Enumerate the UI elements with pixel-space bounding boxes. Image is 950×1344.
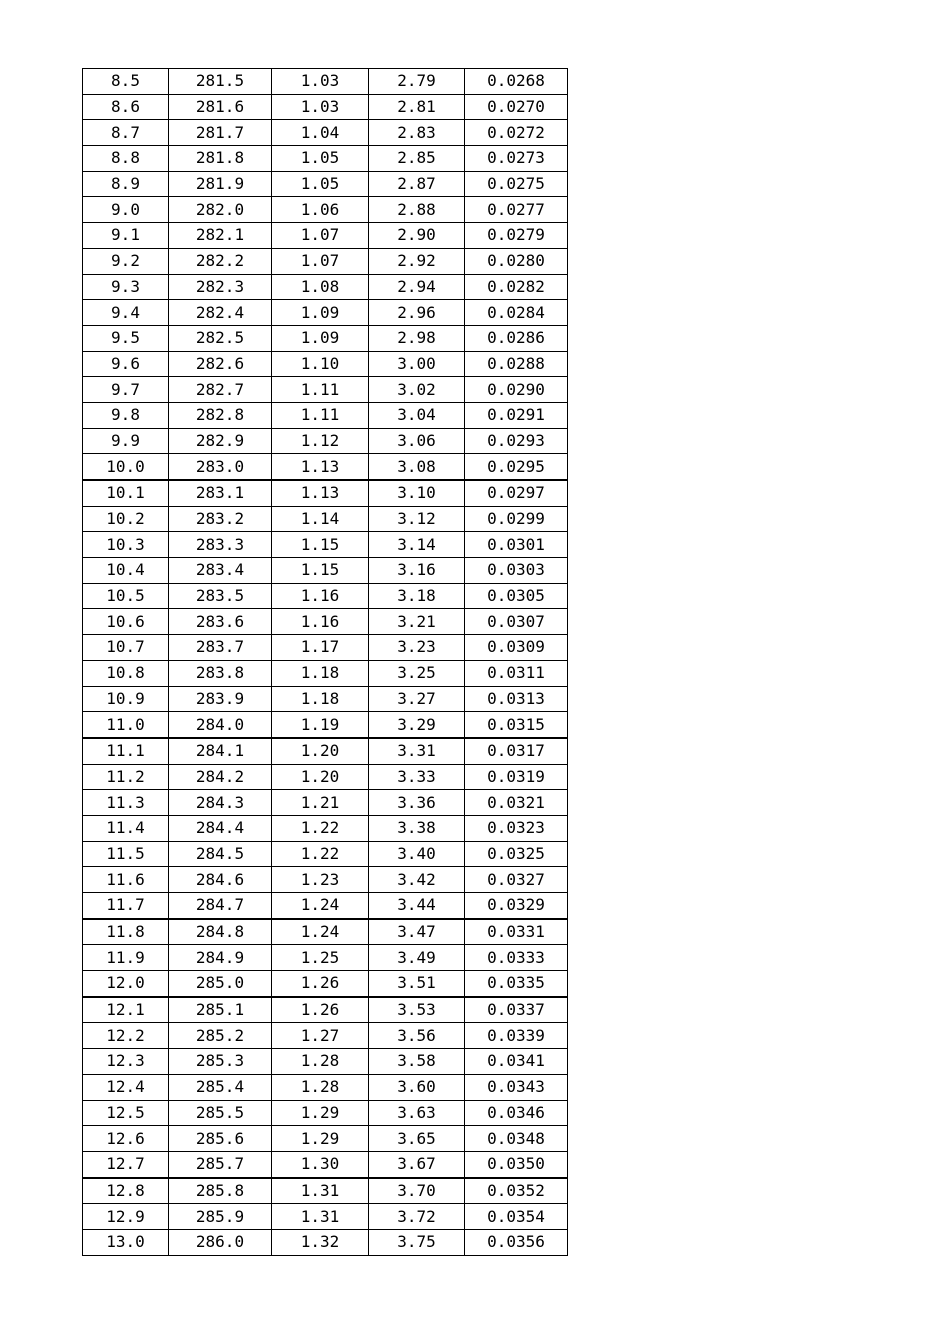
table-cell: 3.23	[369, 635, 465, 661]
table-cell: 0.0350	[465, 1151, 568, 1177]
table-cell: 1.28	[272, 1074, 369, 1100]
table-cell: 9.9	[83, 428, 169, 454]
table-cell: 0.0325	[465, 841, 568, 867]
table-cell: 1.22	[272, 841, 369, 867]
table-cell: 8.7	[83, 120, 169, 146]
table-cell: 9.3	[83, 274, 169, 300]
table-cell: 10.0	[83, 454, 169, 480]
table-cell: 284.1	[169, 738, 272, 764]
table-cell: 285.1	[169, 997, 272, 1023]
table-cell: 1.16	[272, 583, 369, 609]
table-cell: 285.4	[169, 1074, 272, 1100]
table-row	[83, 274, 568, 300]
table-cell: 1.27	[272, 1023, 369, 1049]
table-cell: 0.0348	[465, 1126, 568, 1152]
table-cell: 0.0331	[465, 919, 568, 945]
table-cell: 0.0293	[465, 428, 568, 454]
table-cell: 3.47	[369, 919, 465, 945]
table-cell: 12.7	[83, 1151, 169, 1177]
table-cell: 0.0323	[465, 815, 568, 841]
table-cell: 0.0339	[465, 1023, 568, 1049]
table-cell: 2.92	[369, 248, 465, 274]
table-row	[83, 1204, 568, 1230]
table-cell: 11.7	[83, 893, 169, 919]
table-cell: 285.5	[169, 1100, 272, 1126]
table-cell: 1.22	[272, 815, 369, 841]
table-cell: 12.8	[83, 1178, 169, 1204]
table-cell: 1.16	[272, 609, 369, 635]
table-cell: 284.6	[169, 867, 272, 893]
table-cell: 11.8	[83, 919, 169, 945]
table-row	[83, 454, 568, 480]
table-row	[83, 1126, 568, 1152]
table-cell: 1.19	[272, 712, 369, 738]
table-cell: 284.2	[169, 764, 272, 790]
table-cell: 1.08	[272, 274, 369, 300]
table-cell: 1.31	[272, 1204, 369, 1230]
table-cell: 10.3	[83, 532, 169, 558]
table-cell: 0.0284	[465, 300, 568, 326]
table-cell: 11.3	[83, 790, 169, 816]
table-cell: 3.00	[369, 351, 465, 377]
table-row	[83, 300, 568, 326]
table-cell: 10.1	[83, 480, 169, 506]
table-cell: 12.2	[83, 1023, 169, 1049]
table-cell: 8.5	[83, 69, 169, 95]
table-cell: 0.0307	[465, 609, 568, 635]
table-cell: 0.0301	[465, 532, 568, 558]
table-row	[83, 1100, 568, 1126]
table-cell: 12.9	[83, 1204, 169, 1230]
table-cell: 282.2	[169, 248, 272, 274]
table-cell: 3.04	[369, 402, 465, 428]
table-row	[83, 480, 568, 506]
table-cell: 12.4	[83, 1074, 169, 1100]
table-cell: 0.0321	[465, 790, 568, 816]
table-cell: 0.0352	[465, 1178, 568, 1204]
table-row	[83, 1074, 568, 1100]
table-cell: 3.60	[369, 1074, 465, 1100]
table-cell: 2.81	[369, 94, 465, 120]
table-cell: 3.38	[369, 815, 465, 841]
table-cell: 1.21	[272, 790, 369, 816]
table-cell: 9.1	[83, 223, 169, 249]
table-row	[83, 171, 568, 197]
table-cell: 1.24	[272, 893, 369, 919]
table-cell: 0.0299	[465, 506, 568, 532]
table-cell: 10.7	[83, 635, 169, 661]
table-cell: 12.5	[83, 1100, 169, 1126]
table-cell: 13.0	[83, 1229, 169, 1255]
table-cell: 0.0290	[465, 377, 568, 403]
table-row	[83, 248, 568, 274]
table-cell: 3.63	[369, 1100, 465, 1126]
table-row	[83, 69, 568, 95]
table-cell: 1.26	[272, 971, 369, 997]
table-row	[83, 428, 568, 454]
table-cell: 1.25	[272, 945, 369, 971]
table-row	[83, 686, 568, 712]
table-cell: 1.29	[272, 1100, 369, 1126]
table-cell: 1.12	[272, 428, 369, 454]
table-cell: 3.33	[369, 764, 465, 790]
table-cell: 2.98	[369, 325, 465, 351]
table-cell: 283.9	[169, 686, 272, 712]
table-row	[83, 660, 568, 686]
table-cell: 0.0303	[465, 558, 568, 584]
table-cell: 2.88	[369, 197, 465, 223]
table-cell: 3.51	[369, 971, 465, 997]
table-row	[83, 558, 568, 584]
table-cell: 282.5	[169, 325, 272, 351]
table-row	[83, 893, 568, 919]
table-cell: 8.9	[83, 171, 169, 197]
table-cell: 3.49	[369, 945, 465, 971]
table-cell: 3.16	[369, 558, 465, 584]
table-cell: 0.0315	[465, 712, 568, 738]
table-row	[83, 867, 568, 893]
table-cell: 1.18	[272, 660, 369, 686]
table-cell: 11.1	[83, 738, 169, 764]
table-cell: 0.0305	[465, 583, 568, 609]
table-row	[83, 1023, 568, 1049]
table-cell: 0.0354	[465, 1204, 568, 1230]
table-cell: 10.4	[83, 558, 169, 584]
table-row	[83, 351, 568, 377]
table-cell: 0.0288	[465, 351, 568, 377]
table-row	[83, 738, 568, 764]
table-cell: 3.53	[369, 997, 465, 1023]
table-cell: 3.75	[369, 1229, 465, 1255]
table-cell: 8.6	[83, 94, 169, 120]
table-cell: 0.0309	[465, 635, 568, 661]
table-cell: 284.9	[169, 945, 272, 971]
table-cell: 282.7	[169, 377, 272, 403]
table-cell: 2.83	[369, 120, 465, 146]
table-cell: 12.6	[83, 1126, 169, 1152]
table-cell: 11.9	[83, 945, 169, 971]
table-cell: 1.24	[272, 919, 369, 945]
table-cell: 1.32	[272, 1229, 369, 1255]
table-cell: 283.8	[169, 660, 272, 686]
table-cell: 9.0	[83, 197, 169, 223]
table-row	[83, 402, 568, 428]
table-row	[83, 712, 568, 738]
table-cell: 0.0280	[465, 248, 568, 274]
table-cell: 2.94	[369, 274, 465, 300]
table-cell: 0.0272	[465, 120, 568, 146]
table-row	[83, 325, 568, 351]
table-cell: 285.6	[169, 1126, 272, 1152]
table-cell: 1.10	[272, 351, 369, 377]
table-cell: 10.5	[83, 583, 169, 609]
table-cell: 284.4	[169, 815, 272, 841]
table-cell: 3.29	[369, 712, 465, 738]
table-row	[83, 815, 568, 841]
table-cell: 283.3	[169, 532, 272, 558]
table-cell: 1.29	[272, 1126, 369, 1152]
table-row	[83, 197, 568, 223]
table-cell: 281.9	[169, 171, 272, 197]
table-cell: 0.0297	[465, 480, 568, 506]
table-cell: 283.6	[169, 609, 272, 635]
table-cell: 2.79	[369, 69, 465, 95]
table-cell: 0.0333	[465, 945, 568, 971]
table-row	[83, 609, 568, 635]
table-cell: 1.05	[272, 146, 369, 172]
table-cell: 1.03	[272, 94, 369, 120]
table-cell: 3.70	[369, 1178, 465, 1204]
table-cell: 286.0	[169, 1229, 272, 1255]
table-row	[83, 1178, 568, 1204]
table-row	[83, 945, 568, 971]
table-cell: 3.21	[369, 609, 465, 635]
table-row	[83, 790, 568, 816]
table-row	[83, 1151, 568, 1177]
table-row	[83, 841, 568, 867]
table-cell: 10.9	[83, 686, 169, 712]
table-cell: 3.08	[369, 454, 465, 480]
table-cell: 0.0313	[465, 686, 568, 712]
table-cell: 3.40	[369, 841, 465, 867]
table-cell: 3.56	[369, 1023, 465, 1049]
table-cell: 3.06	[369, 428, 465, 454]
table-cell: 1.15	[272, 532, 369, 558]
table-cell: 0.0279	[465, 223, 568, 249]
table-cell: 285.9	[169, 1204, 272, 1230]
table-cell: 281.5	[169, 69, 272, 95]
table-row	[83, 223, 568, 249]
table-cell: 11.2	[83, 764, 169, 790]
table-cell: 9.5	[83, 325, 169, 351]
table-cell: 3.31	[369, 738, 465, 764]
table-cell: 0.0295	[465, 454, 568, 480]
table-cell: 1.11	[272, 377, 369, 403]
table-row	[83, 94, 568, 120]
table-cell: 10.6	[83, 609, 169, 635]
table-cell: 284.5	[169, 841, 272, 867]
table-cell: 3.27	[369, 686, 465, 712]
table-cell: 3.67	[369, 1151, 465, 1177]
table-cell: 1.13	[272, 454, 369, 480]
table-cell: 9.4	[83, 300, 169, 326]
table-cell: 0.0291	[465, 402, 568, 428]
table-body	[83, 69, 568, 1256]
table-row	[83, 583, 568, 609]
table-cell: 0.0317	[465, 738, 568, 764]
table-cell: 1.09	[272, 300, 369, 326]
table-cell: 283.7	[169, 635, 272, 661]
table-cell: 281.6	[169, 94, 272, 120]
table-cell: 3.10	[369, 480, 465, 506]
table-cell: 282.6	[169, 351, 272, 377]
table-cell: 285.2	[169, 1023, 272, 1049]
table-cell: 284.3	[169, 790, 272, 816]
table-cell: 282.1	[169, 223, 272, 249]
table-cell: 282.8	[169, 402, 272, 428]
table-cell: 3.18	[369, 583, 465, 609]
table-cell: 0.0343	[465, 1074, 568, 1100]
table-cell: 1.13	[272, 480, 369, 506]
table-cell: 281.8	[169, 146, 272, 172]
table-cell: 283.1	[169, 480, 272, 506]
table-cell: 285.3	[169, 1049, 272, 1075]
table-cell: 0.0337	[465, 997, 568, 1023]
table-cell: 2.90	[369, 223, 465, 249]
table-row	[83, 146, 568, 172]
table-cell: 9.6	[83, 351, 169, 377]
table-cell: 2.87	[369, 171, 465, 197]
table-cell: 12.0	[83, 971, 169, 997]
table-cell: 1.23	[272, 867, 369, 893]
table-cell: 3.58	[369, 1049, 465, 1075]
table-cell: 1.15	[272, 558, 369, 584]
table-row	[83, 919, 568, 945]
table-cell: 281.7	[169, 120, 272, 146]
table-cell: 0.0356	[465, 1229, 568, 1255]
table-cell: 12.3	[83, 1049, 169, 1075]
table-cell: 1.03	[272, 69, 369, 95]
table-cell: 1.09	[272, 325, 369, 351]
table-cell: 11.5	[83, 841, 169, 867]
table-cell: 284.0	[169, 712, 272, 738]
table-cell: 1.30	[272, 1151, 369, 1177]
table-cell: 3.36	[369, 790, 465, 816]
table-cell: 2.85	[369, 146, 465, 172]
table-cell: 1.07	[272, 248, 369, 274]
table-cell: 2.96	[369, 300, 465, 326]
table-cell: 11.6	[83, 867, 169, 893]
table-row	[83, 120, 568, 146]
table-row	[83, 1049, 568, 1075]
table-cell: 3.02	[369, 377, 465, 403]
table-row	[83, 971, 568, 997]
table-row	[83, 764, 568, 790]
table-cell: 12.1	[83, 997, 169, 1023]
table-cell: 11.4	[83, 815, 169, 841]
table-cell: 9.2	[83, 248, 169, 274]
table-cell: 0.0270	[465, 94, 568, 120]
table-cell: 282.9	[169, 428, 272, 454]
table-cell: 9.7	[83, 377, 169, 403]
table-cell: 1.14	[272, 506, 369, 532]
table-cell: 11.0	[83, 712, 169, 738]
table-cell: 285.0	[169, 971, 272, 997]
table-cell: 3.44	[369, 893, 465, 919]
table-cell: 0.0268	[465, 69, 568, 95]
table-cell: 0.0319	[465, 764, 568, 790]
table-cell: 0.0275	[465, 171, 568, 197]
table-cell: 10.8	[83, 660, 169, 686]
table-cell: 1.04	[272, 120, 369, 146]
table-cell: 282.0	[169, 197, 272, 223]
table-cell: 1.11	[272, 402, 369, 428]
table-cell: 9.8	[83, 402, 169, 428]
table-cell: 3.72	[369, 1204, 465, 1230]
table-cell: 1.06	[272, 197, 369, 223]
table-cell: 0.0273	[465, 146, 568, 172]
table-cell: 1.07	[272, 223, 369, 249]
table-cell: 1.17	[272, 635, 369, 661]
table-cell: 3.65	[369, 1126, 465, 1152]
table-row	[83, 506, 568, 532]
table-cell: 284.7	[169, 893, 272, 919]
table-row	[83, 532, 568, 558]
table-cell: 8.8	[83, 146, 169, 172]
table-cell: 283.0	[169, 454, 272, 480]
table-cell: 285.7	[169, 1151, 272, 1177]
data-table	[82, 68, 568, 1256]
table-cell: 283.4	[169, 558, 272, 584]
table-cell: 3.25	[369, 660, 465, 686]
table-row	[83, 635, 568, 661]
table-cell: 0.0311	[465, 660, 568, 686]
table-cell: 1.20	[272, 738, 369, 764]
table-cell: 285.8	[169, 1178, 272, 1204]
table-cell: 0.0282	[465, 274, 568, 300]
table-cell: 284.8	[169, 919, 272, 945]
table-cell: 0.0286	[465, 325, 568, 351]
table-cell: 1.05	[272, 171, 369, 197]
table-cell: 0.0327	[465, 867, 568, 893]
table-cell: 0.0346	[465, 1100, 568, 1126]
table-cell: 0.0335	[465, 971, 568, 997]
table-row	[83, 377, 568, 403]
table-cell: 282.4	[169, 300, 272, 326]
table-cell: 0.0341	[465, 1049, 568, 1075]
table-cell: 1.28	[272, 1049, 369, 1075]
table-row	[83, 997, 568, 1023]
table-cell: 10.2	[83, 506, 169, 532]
table-cell: 0.0329	[465, 893, 568, 919]
table-cell: 1.20	[272, 764, 369, 790]
table-cell: 282.3	[169, 274, 272, 300]
table-cell: 3.14	[369, 532, 465, 558]
table-cell: 0.0277	[465, 197, 568, 223]
table-cell: 3.12	[369, 506, 465, 532]
table-cell: 283.2	[169, 506, 272, 532]
table-cell: 3.42	[369, 867, 465, 893]
table-cell: 283.5	[169, 583, 272, 609]
table-row	[83, 1229, 568, 1255]
table-cell: 1.26	[272, 997, 369, 1023]
table-cell: 1.18	[272, 686, 369, 712]
table-cell: 1.31	[272, 1178, 369, 1204]
